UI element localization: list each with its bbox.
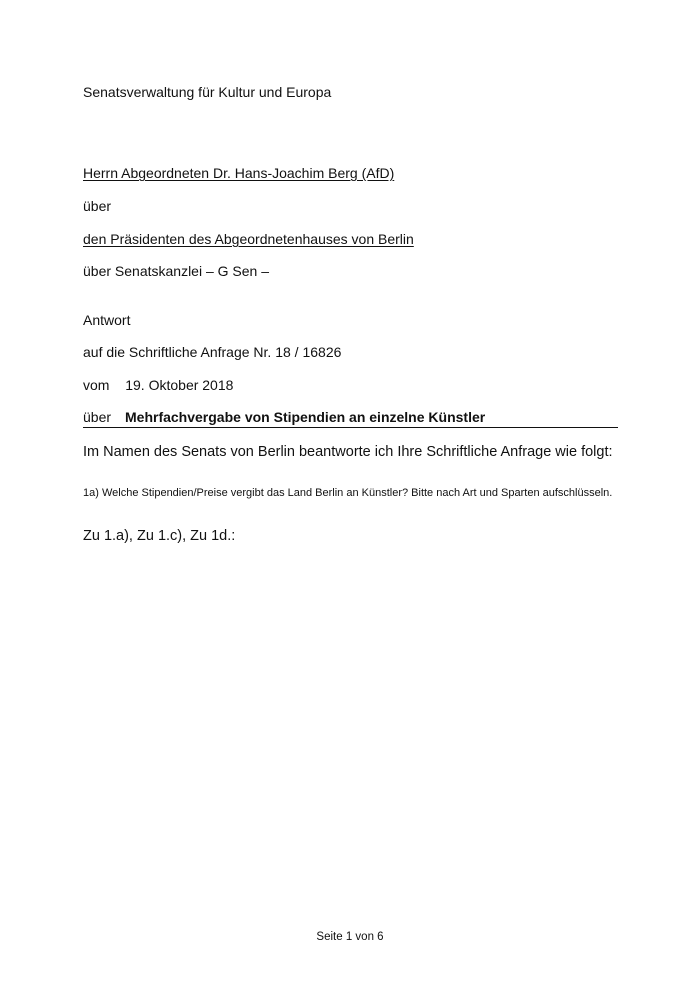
recipient-name: Herrn Abgeordneten Dr. Hans-Joachim Berg (AfD) [83,165,395,181]
answer-heading: Zu 1.a), Zu 1.c), Zu 1d.: [83,528,236,544]
page-number: Seite 1 von 6 [316,931,384,943]
question-1a: 1a) Welche Stipendien/Preise vergibt das Land Berlin an Künstler? Bitte nach Art und Sparten aufschlüsseln. [83,487,613,499]
recipient-chancellery: über Senatskanzlei – G Sen – [83,263,270,279]
intro-sentence: Im Namen des Senats von Berlin beantworte ich Ihre Schriftliche Anfrage wie folgt: [83,444,613,460]
inquiry-date: 19. Oktober 2018 [125,377,234,393]
answer-label: Antwort [83,312,131,328]
sender-department: Senatsverwaltung für Kultur und Europa [83,84,332,100]
recipient-president: den Präsidenten des Abgeordnetenhauses von Berlin [83,231,414,247]
subject-line [83,408,618,428]
inquiry-reference: auf die Schriftliche Anfrage Nr. 18 / 16826 [83,344,342,360]
inquiry-date-line [83,376,233,394]
subject-title: Mehrfachvergabe von Stipendien an einzelne Künstler [125,409,486,425]
date-prefix: vom [83,377,110,393]
subject-prefix: über [83,409,112,425]
recipient-via: über [83,198,112,214]
